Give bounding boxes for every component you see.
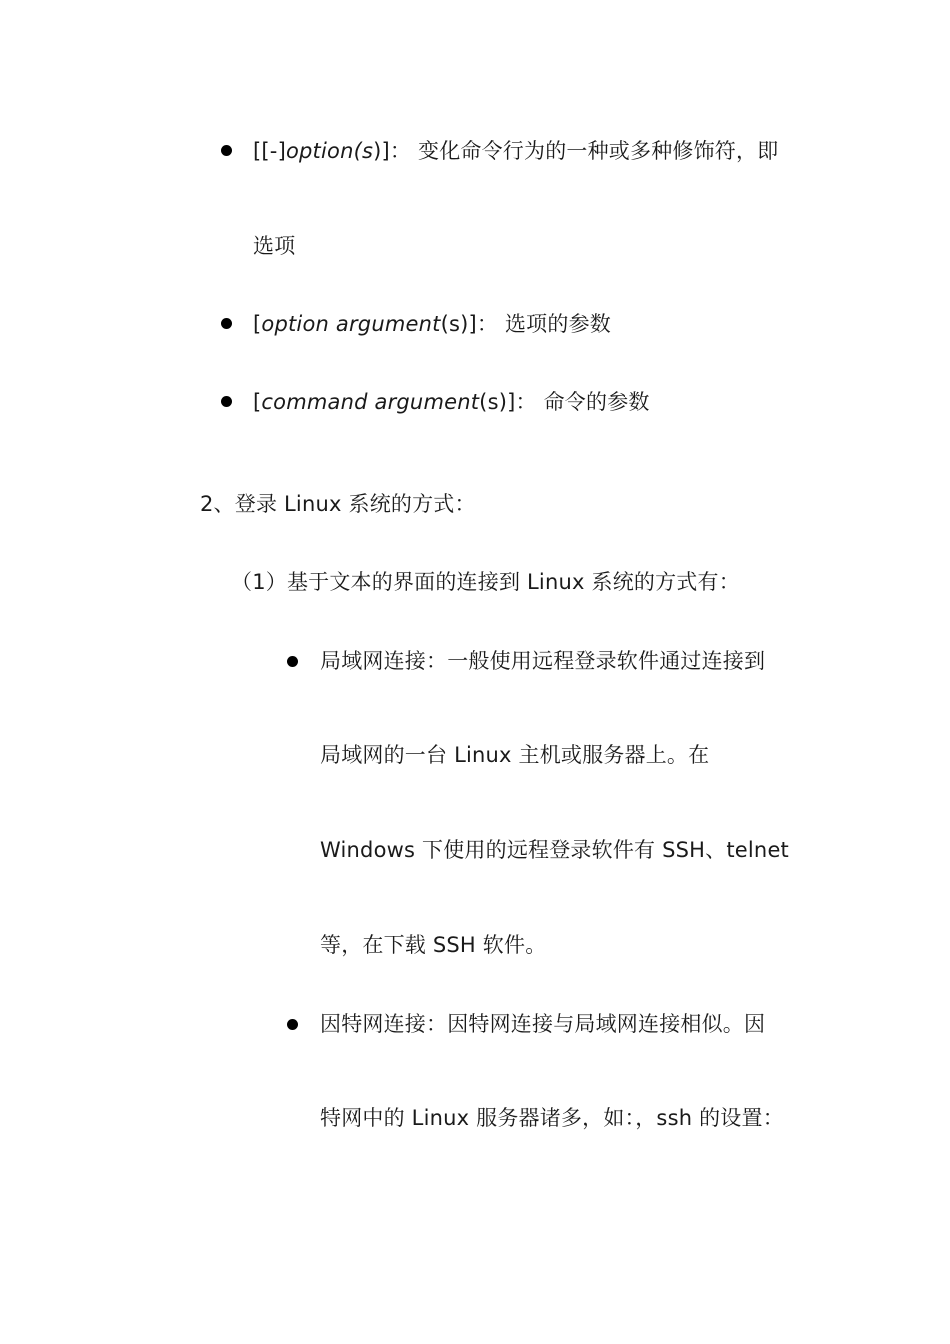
option-prefix: [[-] <box>253 139 286 163</box>
option-item <box>253 137 778 165</box>
option-argument-prefix: [ <box>253 312 262 336</box>
command-argument-item <box>253 388 650 416</box>
lan-connection-line-3: Windows 下使用的远程登录软件有 SSH、telnet <box>320 838 789 862</box>
bullet-icon <box>287 656 298 667</box>
bullet-icon <box>287 1019 298 1030</box>
internet-connection-line-1: 因特网连接：因特网连接与局域网连接相似。因 <box>320 1012 766 1036</box>
bullet-icon <box>221 318 232 329</box>
command-argument-description: 命令的参数 <box>543 390 650 414</box>
lan-connection-line-1: 局域网连接：一般使用远程登录软件通过连接到 <box>320 649 766 673</box>
option-description-continued: 选项 <box>253 234 296 258</box>
option-description: 变化命令行为的一种或多种修饰符，即 <box>418 139 779 163</box>
command-argument-prefix: [ <box>253 390 262 414</box>
section-heading: 2、登录 Linux 系统的方式： <box>200 492 476 516</box>
option-argument-item <box>253 310 611 338</box>
command-argument-italic: command argument <box>261 390 480 414</box>
internet-connection-line-2: 特网中的 Linux 服务器诸多，如：，ssh 的设置： <box>320 1106 784 1130</box>
option-argument-description: 选项的参数 <box>504 312 611 336</box>
option-suffix: )]： <box>373 139 412 163</box>
sub-heading: （1）基于文本的界面的连接到 Linux 系统的方式有： <box>231 570 740 594</box>
bullet-icon <box>221 145 232 156</box>
lan-connection-line-4: 等，在下载 SSH 软件。 <box>320 933 547 957</box>
option-argument-italic: option argument <box>261 312 441 336</box>
option-argument-suffix: (s)]： <box>440 312 499 336</box>
command-argument-suffix: (s)]： <box>479 390 537 414</box>
lan-connection-line-2: 局域网的一台 Linux 主机或服务器上。在 <box>320 743 710 767</box>
option-italic: option(s <box>285 139 374 163</box>
bullet-icon <box>221 396 232 407</box>
